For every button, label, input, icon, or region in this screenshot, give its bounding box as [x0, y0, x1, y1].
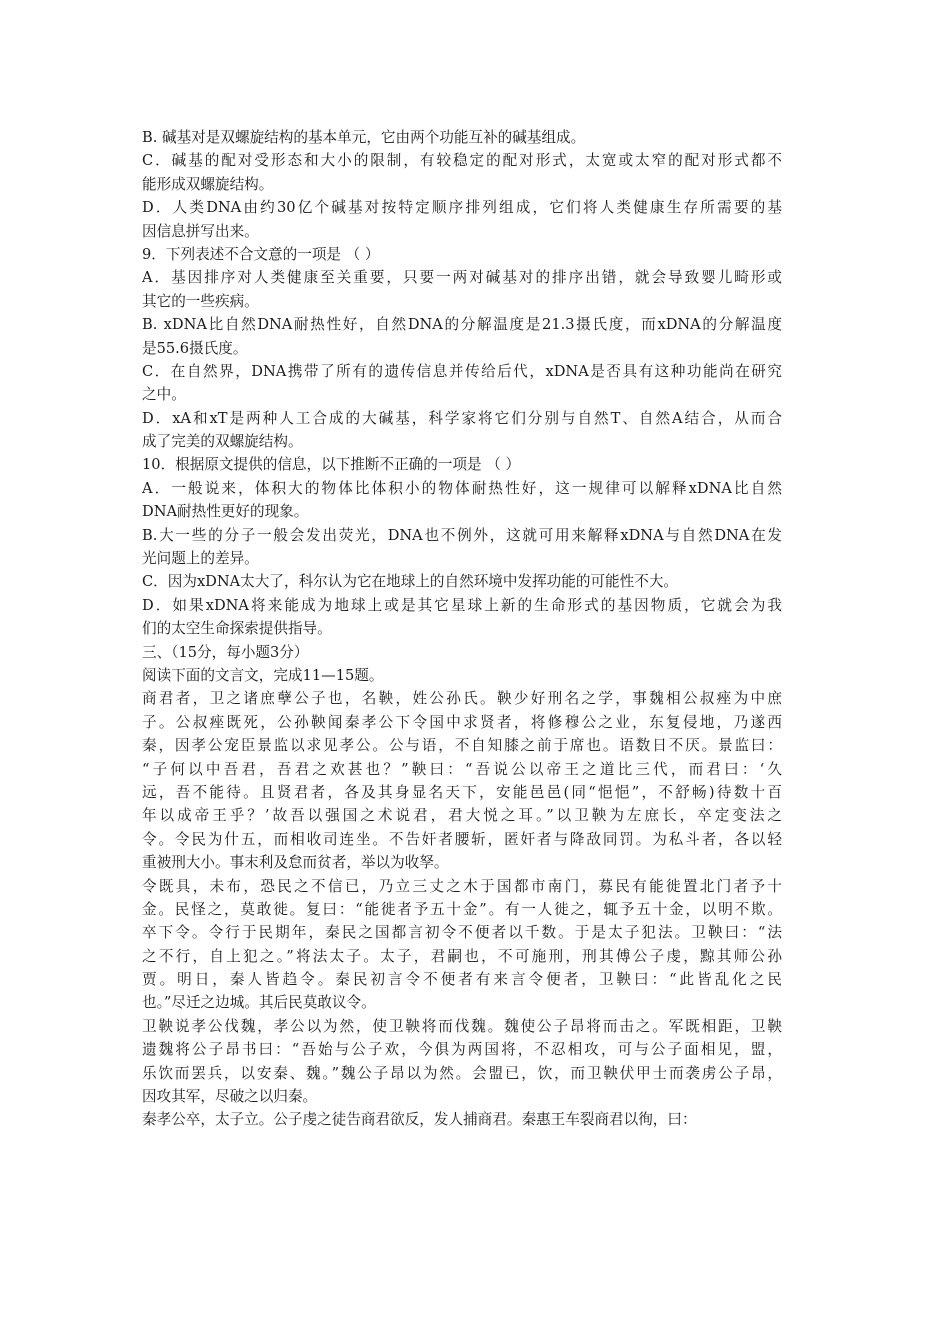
text-line: B.大一些的分子一般会发出荧光，DNA也不例外，这就可用来解释xDNA与自然DNA在发 — [142, 526, 782, 544]
text-line: D．如果xDNA将来能成为地球上或是其它星球上新的生命形式的基因物质，它就会为我 — [142, 596, 782, 614]
text-line: 之中。 — [142, 386, 186, 404]
paragraph — [142, 524, 782, 571]
text-line: 年以成帝王乎？’故吾以强国之术说君，君大悦之耳。”以卫鞅为左庶长，卒定变法之 — [142, 807, 782, 825]
text-line: 遗魏将公子昂书曰：“吾始与公子欢，今俱为两国将，不忍相攻，可与公子面相见，盟， — [142, 1041, 782, 1059]
text-line: B. 碱基对是双螺旋结构的基本单元，它由两个功能互补的碱基组成。 — [142, 129, 586, 146]
paragraph — [142, 664, 782, 687]
paragraph — [142, 594, 782, 641]
text-line: 们的太空生命探索提供指导。 — [142, 620, 332, 638]
text-line: 贾。明日，秦人皆趋令。秦民初言令不便者有来言令便者，卫鞅曰：“此皆乱化之民 — [142, 971, 782, 989]
paragraph — [142, 126, 782, 149]
paragraph — [142, 149, 782, 196]
text-line: 是55.6摄氏度。 — [142, 339, 248, 357]
text-line: 乐饮而罢兵，以安秦、魏。”魏公子昂以为然。会盟已，饮，而卫鞅伏甲士而袭虏公子昂， — [142, 1064, 782, 1082]
text-line: 远，吾不能待。且贤君者，各及其身显名天下，安能邑邑(同“悒悒”，不舒畅)待数十百 — [142, 783, 782, 801]
paragraph — [142, 641, 782, 664]
text-line: 卒下令。令行于民期年，秦民之国都言初令不便者以千数。于是太子犯法。卫鞅曰：“法 — [142, 924, 782, 942]
text-line: A．基因排序对人类健康至关重要，只要一两对碱基对的排序出错，就会导致婴儿畸形或 — [142, 269, 782, 287]
text-line: DNA耐热性更好的现象。 — [142, 503, 309, 521]
paragraph — [142, 360, 782, 407]
text-line: 金。民怪之，莫敢徙。复曰：“能徙者予五十金”。有一人徙之，辄予五十金，以明不欺。 — [142, 900, 782, 918]
text-line: A．一般说来，体积大的物体比体积小的物体耐热性好，这一规律可以解释xDNA比自然 — [142, 479, 782, 497]
document-page — [142, 126, 782, 1132]
text-line: 阅读下面的文言文，完成11—15题。 — [142, 666, 384, 684]
text-line: 因信息拼写出来。 — [142, 222, 259, 240]
text-line: 因攻其军，尽破之以归秦。 — [142, 1088, 318, 1106]
text-line: 令既具，未布，恐民之不信已，乃立三丈之木于国都市南门，募民有能徙置北门者予十 — [142, 877, 782, 895]
paragraph — [142, 1015, 782, 1109]
paragraph — [142, 875, 782, 1015]
text-line: 秦孝公卒，太子立。公子虔之徒告商君欲反，发人捕商君。秦惠王车裂商君以徇，曰： — [142, 1111, 697, 1129]
text-line: 10．根据原文提供的信息，以下推断不正确的一项是 （ ） — [142, 456, 521, 474]
text-line: C．在自然界，DNA携带了所有的遗传信息并传给后代，xDNA是否具有这种功能尚在研究 — [142, 362, 782, 380]
text-line: B. xDNA比自然DNA耐热性好，自然DNA的分解温度是21.3摄氏度，而xDNA的分解温度 — [142, 316, 782, 334]
paragraph — [142, 407, 782, 454]
text-line: 其它的一些疾病。 — [142, 292, 259, 310]
paragraph — [142, 243, 782, 266]
paragraph — [142, 570, 782, 593]
text-line: 三、（15分，每小题3分） — [142, 643, 309, 661]
paragraph — [142, 313, 782, 360]
text-line: C．碱基的配对受形态和大小的限制，有较稳定的配对形式，太宽或太窄的配对形式都不 — [142, 152, 782, 170]
text-line: 卫鞅说孝公伐魏，孝公以为然，使卫鞅将而伐魏。魏使公子昂将而击之。军既相距，卫鞅 — [142, 1017, 782, 1035]
text-line: 成了完美的双螺旋结构。 — [142, 433, 303, 451]
text-line: 秦，因孝公宠臣景监以求见孝公。公与语，不自知膝之前于席也。语数日不厌。景监曰： — [142, 737, 782, 755]
text-line: 令。令民为什五，而相收司连坐。不告奸者腰斩，匿奸者与降敌同罚。为私斗者，各以轻 — [142, 830, 782, 848]
paragraph — [142, 687, 782, 874]
text-line: “子何以中吾君，吾君之欢甚也？”鞅曰：“吾说公以帝王之道比三代，而君曰：‘久 — [142, 760, 782, 778]
text-line: 光问题上的差异。 — [142, 550, 259, 568]
text-line: C．因为xDNA太大了，科尔认为它在地球上的自然环境中发挥功能的可能性不大。 — [142, 573, 679, 591]
text-line: 9．下列表述不合文意的一项是 （ ） — [142, 245, 380, 263]
text-line: 之不行，自上犯之。”将法太子。太子，君嗣也，不可施刑，刑其傅公子虔，黥其师公孙 — [142, 947, 782, 965]
text-line: D．xA和xT是两种人工合成的大碱基，科学家将它们分别与自然T、自然A结合，从而合 — [142, 409, 782, 427]
text-line: 重被刑大小。事末利及怠而贫者，举以为收孥。 — [142, 854, 449, 872]
paragraph — [142, 196, 782, 243]
text-line: 子。公叔痤既死，公孙鞅闻秦孝公下令国中求贤者，将修穆公之业，东复侵地，乃遂西 — [142, 713, 782, 731]
paragraph — [142, 1108, 782, 1131]
text-line: 能形成双螺旋结构。 — [142, 175, 274, 193]
text-line: 也。”尽迁之边城。其后民莫敢议令。 — [142, 994, 376, 1012]
paragraph — [142, 477, 782, 524]
text-line: 商君者，卫之诸庶孽公子也，名鞅，姓公孙氏。鞅少好刑名之学，事魏相公叔痤为中庶 — [142, 690, 782, 708]
paragraph — [142, 266, 782, 313]
text-line: D．人类DNA由约30亿个碱基对按特定顺序排列组成，它们将人类健康生存所需要的基 — [142, 199, 782, 217]
paragraph — [142, 453, 782, 476]
